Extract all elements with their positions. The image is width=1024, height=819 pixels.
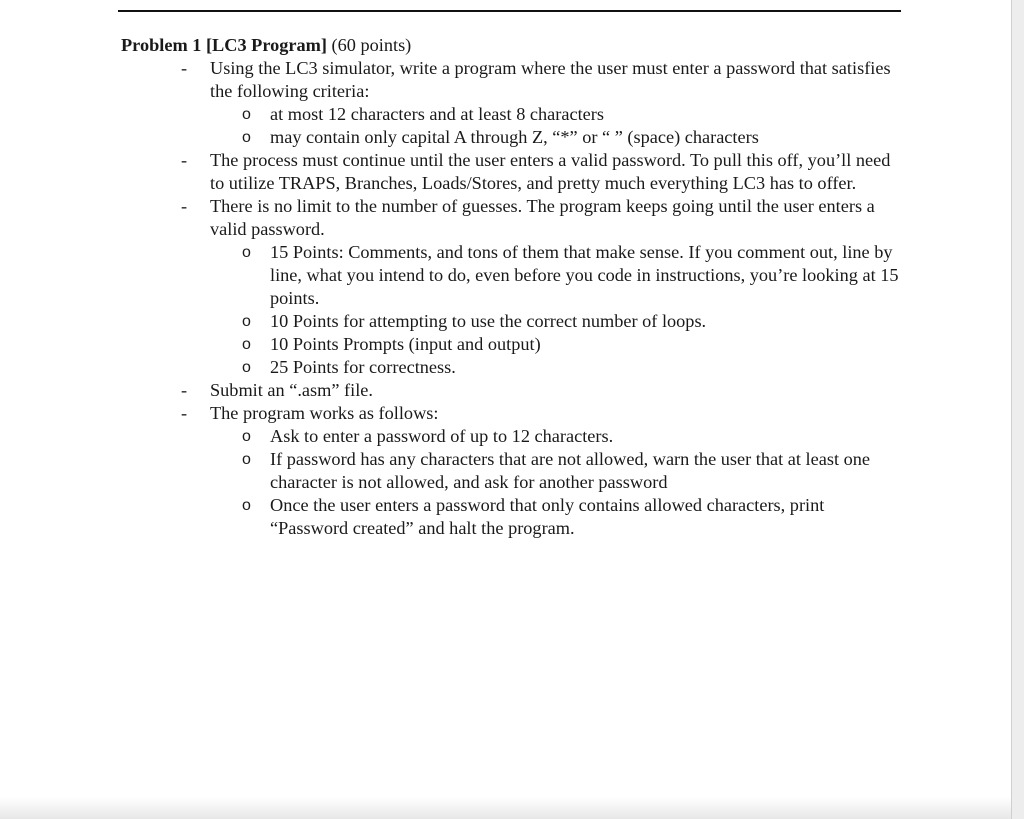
sub-item-text: 25 Points for correctness.	[270, 357, 456, 377]
sub-item-text: Ask to enter a password of up to 12 characters.	[270, 426, 614, 446]
sub-item-text: 15 Points: Comments, and tons of them that make sense. If you comment out, line by line, what you intend to do, even before you code in instructions, you’re looking at 15 points.	[270, 242, 899, 308]
bullet-item	[121, 195, 901, 241]
bullet-text: There is no limit to the number of guesses. The program keeps going until the user enters a valid password.	[210, 196, 875, 239]
dash-marker: -	[181, 403, 188, 423]
problem-points: (60 points)	[331, 35, 412, 55]
sub-item-text: Once the user enters a password that only contains allowed characters, print “Password created” and halt the program.	[270, 495, 825, 538]
dash-marker: -	[181, 58, 188, 78]
scrollbar-track[interactable]	[1012, 0, 1024, 819]
dash-marker: -	[181, 196, 188, 216]
circle-marker: o	[242, 106, 251, 123]
circle-marker: o	[242, 336, 251, 353]
sub-item	[121, 310, 901, 333]
circle-marker: o	[242, 313, 251, 330]
sub-item	[121, 425, 901, 448]
bullet-item	[121, 57, 901, 103]
sub-item	[121, 126, 901, 149]
sub-item-text: 10 Points for attempting to use the correct number of loops.	[270, 311, 707, 331]
problem-title: Problem 1 [LC3 Program]	[121, 35, 327, 55]
circle-marker: o	[242, 497, 251, 514]
sub-item-text: at most 12 characters and at least 8 characters	[270, 104, 604, 124]
dash-marker: -	[181, 150, 188, 170]
sub-item-text: If password has any characters that are not allowed, warn the user that at least one character is not allowed, and ask for another password	[270, 449, 870, 492]
top-rule	[118, 10, 901, 12]
sub-item	[121, 356, 901, 379]
circle-marker: o	[242, 451, 251, 468]
sub-item	[121, 103, 901, 126]
sub-item	[121, 241, 901, 310]
bullet-text: The process must continue until the user enters a valid password. To pull this off, you’ll need to utilize TRAPS, Branches, Loads/Stores, and pretty much everything LC3 has to offer.	[210, 150, 891, 193]
problem-content	[121, 34, 901, 540]
sub-item	[121, 494, 901, 540]
bullet-text: Using the LC3 simulator, write a program where the user must enter a password that satisfies the following criteria:	[210, 58, 891, 101]
bullet-text: The program works as follows:	[210, 403, 439, 423]
sub-list	[121, 103, 901, 149]
bullet-item	[121, 149, 901, 195]
sub-list	[121, 241, 901, 379]
bullet-item	[121, 379, 901, 402]
circle-marker: o	[242, 359, 251, 376]
sub-item-text: may contain only capital A through Z, “*” or “ ” (space) characters	[270, 127, 759, 147]
bullet-text: Submit an “.asm” file.	[210, 380, 373, 400]
problem-heading	[121, 34, 901, 57]
sub-list	[121, 425, 901, 540]
circle-marker: o	[242, 244, 251, 261]
sub-item-text: 10 Points Prompts (input and output)	[270, 334, 541, 354]
dash-marker: -	[181, 380, 188, 400]
circle-marker: o	[242, 129, 251, 146]
sub-item	[121, 333, 901, 356]
circle-marker: o	[242, 428, 251, 445]
sub-item	[121, 448, 901, 494]
bullet-item	[121, 402, 901, 425]
page-bottom-shadow	[0, 797, 1011, 819]
